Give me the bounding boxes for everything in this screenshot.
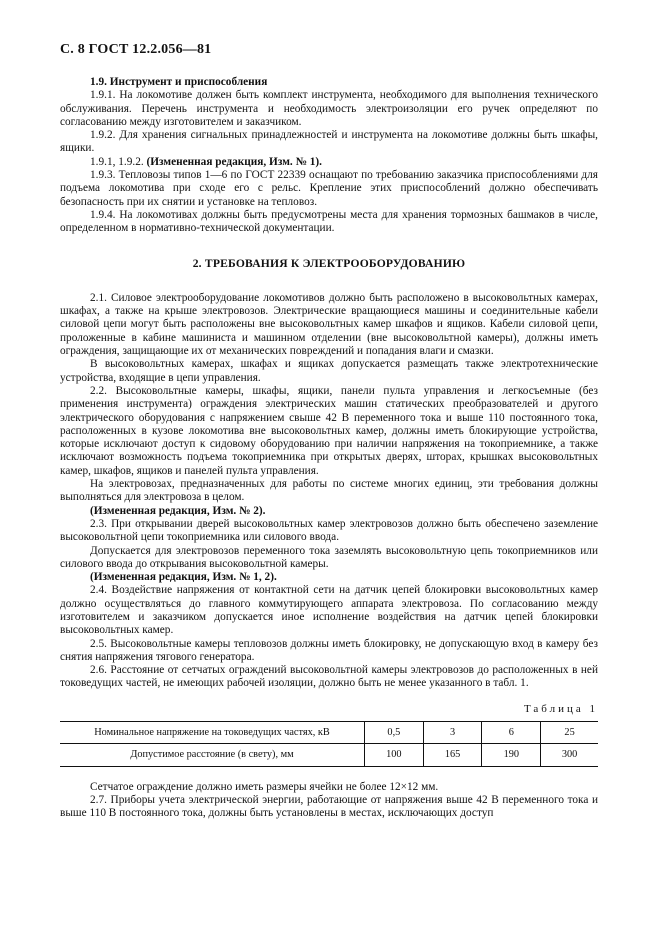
paragraph-2-3: 2.3. При открывании дверей высоковольтных камер электровозов должно быть обеспечено заземление высоковольтной цепи токоприемника или силового ввода.	[60, 517, 598, 544]
table-cell: 3	[423, 722, 482, 744]
table-caption: Таблица 1	[523, 702, 598, 715]
table-cell: 100	[365, 744, 424, 766]
table-cell: 0,5	[365, 722, 424, 744]
paragraph-1-9-2: 1.9.2. Для хранения сигнальных принадлежностей и инструмента на локомотиве должны быть шкафы, ящики.	[60, 129, 598, 155]
table-row	[60, 744, 598, 766]
paragraph-2-3-b: Допускается для электровозов переменного тока заземлять высоковольтную цепь токоприемников или силового ввода до открывания высоковольтной камеры.	[60, 544, 598, 570]
paragraph-2-5: 2.5. Высоковольтные камеры тепловозов должны иметь блокировку, не допускающую вход в камеру без снятия напряжения тягового генератора.	[60, 637, 598, 663]
amendment-note-2-2: (Измененная редакция, Изм. № 2).	[90, 504, 266, 517]
paragraph-2-7: 2.7. Приборы учета электрической энергии, работающие от напряжения выше 42 В переменного тока и выше 110 В постоянного тока, должны быть установлены в местах, исключающих доступ	[60, 793, 598, 820]
paragraph-1-9-4: 1.9.4. На локомотивах должны быть предусмотрены места для хранения тормозных башмаков в числе, определенном в нормативно-технической документации.	[60, 208, 598, 235]
table-1	[60, 721, 598, 767]
document-body	[60, 76, 598, 821]
paragraph-2-2: 2.2. Высоковольтные камеры, шкафы, ящики, панели пульта управления и легкосъемные (без применения инструмента) ограждения электрических машин статических преобразователей и другого электрического оборудования с напряжением свыше 42 В переменного тока и выше 110 постоянного тока, расположенных в кузове локомотива вне высоковольтных камер, должны иметь блокирующие устройства, которые исключают доступ к сидовому оборудованию при наличии напряжения на токоприемнике, а также исключают возможность подъема токоприемника при открытых дверях, шторах, крышках высоковольтных камер, шкафов, ящиков и панелей пульта управления.	[60, 384, 598, 477]
page-header: С. 8 ГОСТ 12.2.056—81	[60, 42, 212, 57]
paragraph-2-4: 2.4. Воздействие напряжения от контактной сети на датчик цепей блокировки высоковольтных камер должно осуществляться до главного коммутирующего аппарата электровоза. По согласованию между изготовителем и заказчиком допускается иное исполнение воздействия на датчик цепей блокировки высоковольтных камер.	[60, 584, 598, 637]
table-cell-label: Номинальное напряжение на токоведущих частях, кВ	[60, 722, 365, 744]
paragraph-2-6: 2.6. Расстояние от сетчатых ограждений высоковольтной камеры электровозов до расположенных в ней токоведущих частей, не имеющих рабочей изоляции, должно быть не менее указанного в табл. 1.	[60, 664, 598, 690]
table-cell: 190	[482, 744, 541, 766]
amendment-note: (Измененная редакция, Изм. № 1).	[146, 155, 322, 168]
paragraph-2-2-b: На электровозах, предназначенных для работы по системе многих единиц, эти требования должны выполняться для электровоза в целом.	[60, 478, 598, 504]
section-title-2: 2. ТРЕБОВАНИЯ К ЭЛЕКТРООБОРУДОВАНИЮ	[192, 256, 466, 270]
paragraph-1-9-3: 1.9.3. Тепловозы типов 1—6 по ГОСТ 22339 оснащают по требованию заказчика приспособлениями для подъема локомотива при сходе его с рельс. Крепление этих приспособлений должно обеспечивать безопасность при их снятии и установке на тепловоз.	[60, 169, 598, 208]
table-cell: 25	[541, 722, 598, 744]
table-cell-label: Допустимое расстояние (в свету), мм	[60, 744, 365, 766]
paragraph-mesh: Сетчатое ограждение должно иметь размеры ячейки не более 12×12 мм.	[90, 780, 439, 793]
table-cell: 6	[482, 722, 541, 744]
paragraph-2-1-b: В высоковольтных камерах, шкафах и ящиках допускается размещать также электротехнические устройства, входящие в цепи управления.	[60, 358, 598, 384]
table-row	[60, 722, 598, 744]
table-cell: 300	[541, 744, 598, 766]
paragraph-amendment-1-9	[60, 156, 598, 169]
section-heading-1-9: 1.9. Инструмент и приспособления	[90, 76, 268, 88]
table-cell: 165	[423, 744, 482, 766]
paragraph-1-9-1: 1.9.1. На локомотиве должен быть комплект инструмента, необходимого для выполнения технического обслуживания. Перечень инструмента и необходимость электроизоляции его ручек определяют по согласованию между изготовителем и заказчиком.	[60, 89, 598, 128]
paragraph-2-1: 2.1. Силовое электрооборудование локомотивов должно быть расположено в высоковольтных камерах, шкафах, а также на крыше электровозов. Электрические вращающиеся машины и соединительные кабели силовой цепи могут быть расположены вне высоковольтных камер шкафов и ящиков. Кабели силовой цепи, проложенные в кабине машиниста и машинном отделении (вне высоковольтной камеры), должны иметь ограждения, защищающие их от механических повреждений и попадания влаги и смазки.	[60, 291, 598, 358]
amendment-note-2-3: (Измененная редакция, Изм. № 1, 2).	[90, 571, 277, 584]
amendment-ref: 1.9.1, 1.9.2.	[90, 155, 144, 168]
